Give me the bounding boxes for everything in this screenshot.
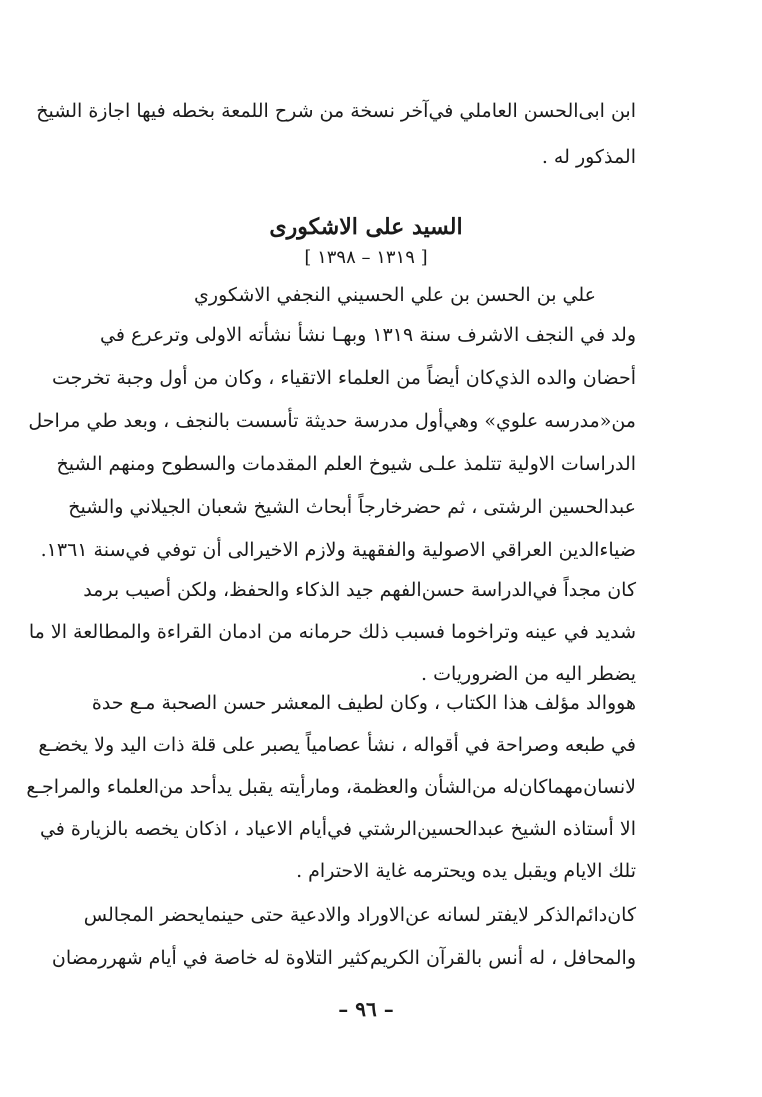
text-line: لانسان‌مهماكان‌له من‌الشأن والعظمة، ومارأيته يقبل يدأحد من‌العلماء والمراجـع [26,776,636,798]
text-line: كان مجداً في‌الدراسة حسن‌الفهم جيد الذكاء والحفظ، ولكن أصيب برمد [83,579,636,601]
entry-title: السيد على الاشكورى [269,214,463,240]
text-line: يضطر اليه من الضروريات . [420,663,636,685]
text-line: تلك الايام ويقبل يده ويحترمه غاية الاحترام . [296,860,636,882]
entry-dates: [ ١٣١٩ – ١٣٩٨ ] [304,247,428,268]
text-line: المذكور له . [541,146,636,168]
text-line: ضياءالدين العراقي الاصولية والفقهية ولازم الاخيرالى أن توفي في‌سنة ١٣٦١. [40,539,636,561]
text-line: هووالد مؤلف هذا الكتاب ، وكان لطيف المعشر حسن الصحبة مـع حدة [91,692,636,714]
text-line: شديد في عينه وتراخوما فسبب ذلك حرمانه من ادمان القراءة والمطالعة الا ما [28,621,636,643]
entry-full-name: علي بن الحسن بن علي الحسيني النجفي الاشكوري [194,284,596,306]
text-line: ولد في النجف الاشرف سنة ١٣١٩ وبهـا نشأ نشأته الاولى وترعرع في [100,324,636,346]
text-line: في طبعه وصراحة في أقواله ، نشأ عصامياً يصبر على قلة ذات اليد ولا يخضـع [38,734,636,756]
text-line: من«مدرسه علوي» وهي‌أول مدرسة حديثة تأسست بالنجف ، وبعد طي مراحل [28,410,636,432]
text-line: أحضان والده الذي‌كان أيضاً من العلماء الاتقياء ، وكان من أول وجبة تخرجت [51,367,636,389]
text-line: كان‌دائم‌الذكر لايفتر لسانه عن‌الاوراد والادعية حتى حينمايحضر المجالس [83,904,636,926]
text-line: الا أستاذه الشيخ عبدالحسين‌الرشتي في‌أيام الاعياد ، اذكان يخصه بالزيارة في [39,818,636,840]
page-number: – ٩٦ – [338,997,394,1021]
text-line: والمحافل ، له أنس بالقرآن الكريم‌كثير التلاوة له خاصة في أيام شهر‌رمضان [51,947,636,969]
text-line: الدراسات الاولية تتلمذ علـى شيوخ العلم المقدمات والسطوح ومنهم الشيخ [56,453,636,475]
text-line: عبدالحسين الرشتى ، ثم حضرخارجاً أبحاث الشيخ شعبان الجيلاني والشيخ [68,496,636,518]
text-line: ابن ابى‌الحسن العاملي في‌آخر نسخة من شرح اللمعة بخطه فيها اجازة الشيخ [36,100,636,122]
